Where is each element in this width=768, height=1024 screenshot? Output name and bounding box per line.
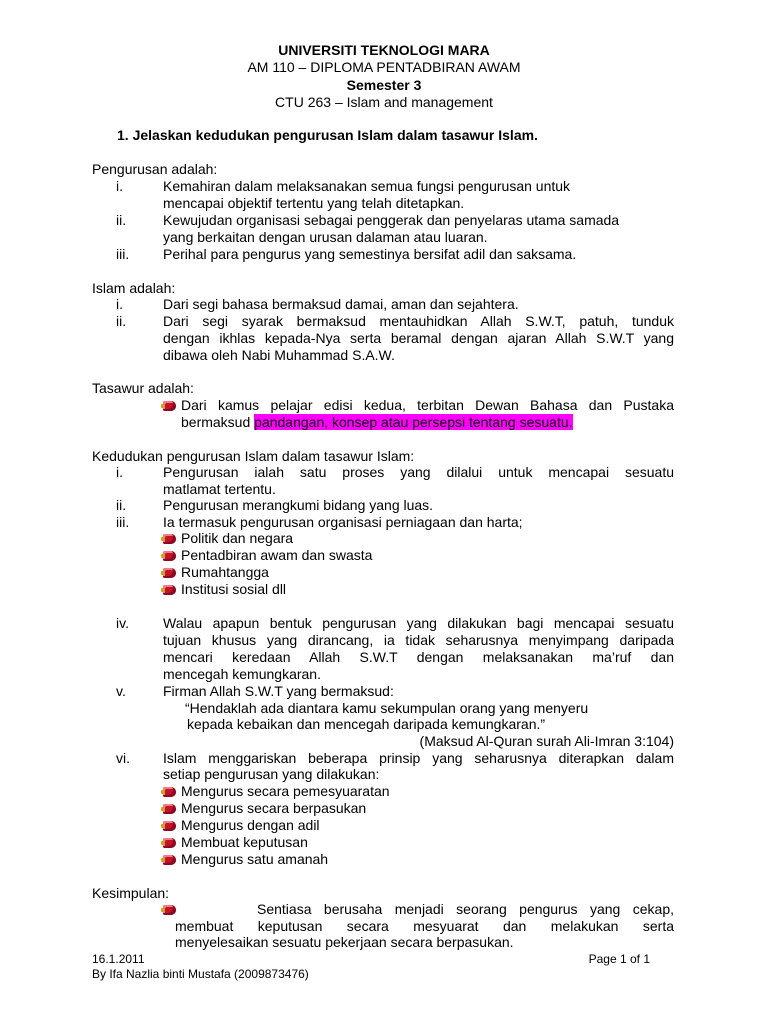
list-num: ii. — [116, 497, 127, 513]
bullet-icon — [163, 585, 176, 595]
list-item-text: yang berkaitan dengan urusan dalaman atau luaran. — [163, 229, 488, 245]
list-item-text: Dari segi syarak bermaksud mentauhidkan Allah S.W.T, patuh, tunduk — [163, 313, 674, 329]
list-item-text: Dari segi bahasa bermaksud damai, aman dan sejahtera. — [163, 296, 519, 312]
bullet-item: Membuat keputusan — [181, 834, 308, 850]
list-num: iii. — [116, 514, 130, 530]
question-heading: 1. Jelaskan kedudukan pengurusan Islam dalam tasawur Islam. — [117, 127, 538, 143]
list-item-text: Pengurusan merangkumi bidang yang luas. — [163, 497, 434, 513]
tasawur-line-2 — [181, 414, 573, 431]
bullet-item: Mengurus secara berpasukan — [181, 800, 367, 816]
footer-author: By Ifa Nazlia binti Mustafa (2009873476) — [92, 967, 309, 981]
bullet-item: Rumahtangga — [181, 564, 269, 580]
quran-quote-line: “Hendaklah ada diantara kamu sekumpulan orang yang menyeru — [185, 700, 589, 716]
list-num: v. — [116, 683, 126, 699]
list-num: vi. — [116, 750, 130, 766]
quran-quote-line: kepada kebaikan dan mencegah daripada kemungkaran.” — [187, 716, 546, 732]
list-item-text: Islam menggariskan beberapa prinsip yang seharusnya diterapkan dalam — [163, 750, 674, 766]
list-item-text: Perihal para pengurus yang semestinya bersifat adil dan saksama. — [163, 246, 577, 262]
university-title: UNIVERSITI TEKNOLOGI MARA — [278, 42, 490, 58]
list-item-text: Walau apapun bentuk pengurusan yang dilakukan bagi mencapai sesuatu — [163, 615, 674, 631]
islam-heading: Islam adalah: — [92, 280, 176, 296]
bullet-icon — [163, 821, 176, 831]
list-item-text: mencegah kemungkaran. — [163, 666, 321, 682]
list-num: iii. — [116, 246, 130, 262]
bullet-item: Mengurus secara pemesyuaratan — [181, 783, 390, 799]
bullet-icon — [163, 804, 176, 814]
list-item-text: tujuan khusus yang dirancang, ia tidak seharusnya menyimpang daripada — [163, 632, 674, 648]
bullet-item: Pentadbiran awam dan swasta — [181, 547, 373, 563]
bullet-icon — [163, 787, 176, 797]
bullet-icon — [163, 534, 176, 544]
program-title: AM 110 – DIPLOMA PENTADBIRAN AWAM — [247, 59, 521, 75]
list-num: ii. — [116, 313, 127, 329]
kesimpulan-heading: Kesimpulan: — [92, 885, 170, 901]
tasawur-line-1: Dari kamus pelajar edisi kedua, terbitan Dewan Bahasa dan Pustaka — [181, 397, 674, 413]
list-num: iv. — [116, 615, 129, 631]
pengurusan-heading: Pengurusan adalah: — [92, 161, 218, 177]
bullet-item: Politik dan negara — [181, 530, 294, 546]
list-item-text: Kewujudan organisasi sebagai penggerak dan penyelaras utama samada — [163, 212, 620, 228]
footer-page-number: Page 1 of 1 — [588, 952, 650, 966]
bullet-icon — [163, 551, 176, 561]
list-item-text: dibawa oleh Nabi Muhammad S.A.W. — [163, 347, 395, 363]
kesimpulan-line: membuat keputusan secara mesyuarat dan melakukan serta — [175, 918, 674, 934]
bullet-icon — [163, 905, 176, 915]
quran-source: (Maksud Al-Quran surah Ali-Imran 3:104) — [419, 733, 674, 749]
list-item-text: matlamat tertentu. — [163, 481, 276, 497]
bullet-item: Institusi sosial dll — [181, 581, 287, 597]
course-title: CTU 263 – Islam and management — [275, 94, 493, 110]
kedudukan-heading: Kedudukan pengurusan Islam dalam tasawur Islam: — [92, 448, 415, 464]
bullet-item: Mengurus dengan adil — [181, 817, 320, 833]
list-item-text: dengan ikhlas kepada-Nya serta beramal dengan ajaran Allah S.W.T yang — [163, 330, 674, 346]
list-num: i. — [116, 296, 123, 312]
list-item-text: Firman Allah S.W.T yang bermaksud: — [163, 683, 394, 699]
bullet-item: Mengurus satu amanah — [181, 851, 329, 867]
kesimpulan-line: Sentiasa berusaha menjadi seorang pengurus yang cekap, — [257, 901, 674, 917]
bullet-icon — [163, 838, 176, 848]
list-item-text: Pengurusan ialah satu proses yang dilalui untuk mencapai sesuatu — [163, 464, 674, 480]
footer-date: 16.1.2011 — [92, 952, 145, 966]
list-num: i. — [116, 178, 123, 194]
semester-label: Semester 3 — [346, 77, 422, 93]
tasawur-heading: Tasawur adalah: — [92, 380, 194, 396]
list-num: i. — [116, 464, 123, 480]
list-item-text: Kemahiran dalam melaksanakan semua fungsi pengurusan untuk — [163, 178, 571, 194]
list-item-text: Ia termasuk pengurusan organisasi perniagaan dan harta; — [163, 514, 523, 530]
kesimpulan-line: menyelesaikan sesuatu pekerjaan secara berpasukan. — [175, 934, 514, 950]
list-item-text: setiap pengurusan yang dilakukan: — [163, 766, 380, 782]
bullet-icon — [163, 855, 176, 865]
bullet-icon — [163, 401, 176, 411]
list-item-text: mencari keredaan Allah S.W.T dengan melaksanakan ma’ruf dan — [163, 649, 674, 665]
highlighted-definition: pandangan, konsep atau persepsi tentang sesuatu. — [254, 414, 573, 430]
list-num: ii. — [116, 212, 127, 228]
tasawur-prefix: bermaksud — [181, 414, 255, 430]
list-item-text: mencapai objektif tertentu yang telah ditetapkan. — [163, 195, 465, 211]
bullet-icon — [163, 568, 176, 578]
